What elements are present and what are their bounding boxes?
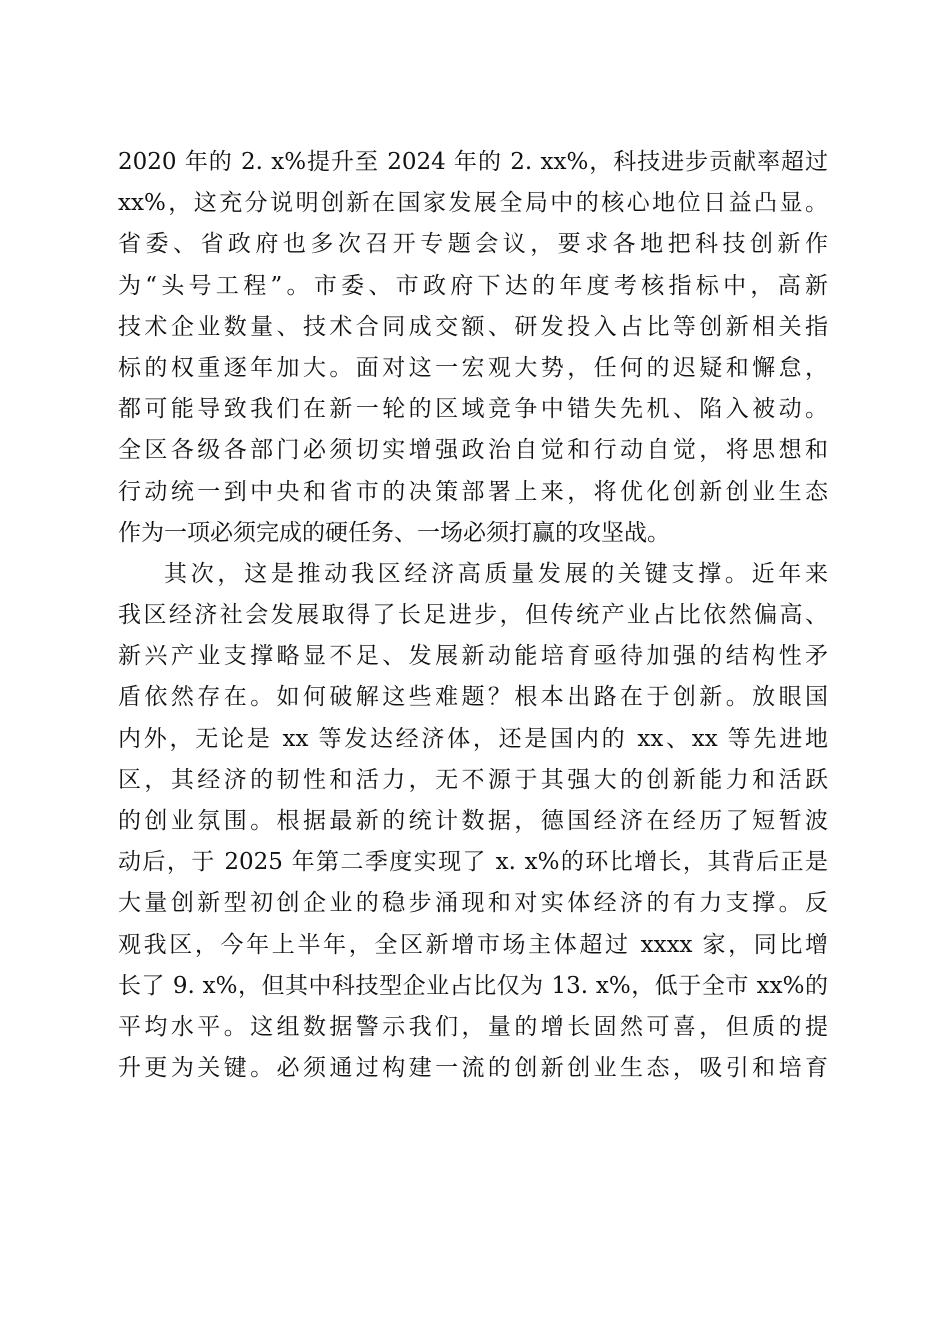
text-line: 省委、省政府也多次召开专题会议，要求各地把科技创新作 bbox=[118, 231, 828, 258]
text-line: 新兴产业支撑略显不足、发展新动能培育亟待加强的结构性矛 bbox=[118, 643, 828, 670]
text-line: 标的权重逐年加大。面对这一宏观大势，任何的迟疑和懈怠， bbox=[118, 354, 828, 381]
text-line: 作为一项必须完成的硬任务、一场必须打赢的攻坚战。 bbox=[118, 519, 670, 546]
text-line: xx%，这充分说明创新在国家发展全局中的核心地位日益凸显。 bbox=[118, 190, 828, 217]
text-line: 长了 9. x%，但其中科技型企业占比仅为 13. x%，低于全市 xx%的 bbox=[118, 972, 828, 999]
text-line: 2020 年的 2. x%提升至 2024 年的 2. xx%，科技进步贡献率超过 bbox=[118, 149, 828, 175]
text-line: 大量创新型初创企业的稳步涌现和对实体经济的有力支撑。反 bbox=[118, 890, 828, 917]
text-line: 升更为关键。必须通过构建一流的创新创业生态，吸引和培育 bbox=[118, 1055, 828, 1082]
text-line: 其次，这是推动我区经济高质量发展的关键支撑。近年来 bbox=[164, 560, 828, 587]
text-line: 我区经济社会发展取得了长足进步，但传统产业占比依然偏高、 bbox=[118, 602, 828, 629]
text-line: 盾依然存在。如何破解这些难题？根本出路在于创新。放眼国 bbox=[118, 684, 828, 711]
text-line: 内外，无论是 xx 等发达经济体，还是国内的 xx、xx 等先进地 bbox=[118, 725, 828, 752]
text-line: 行动统一到中央和省市的决策部署上来，将优化创新创业生态 bbox=[118, 478, 828, 505]
text-line: 的创业氛围。根据最新的统计数据，德国经济在经历了短暂波 bbox=[118, 808, 828, 834]
text-line: 动后，于 2025 年第二季度实现了 x. x%的环比增长，其背后正是 bbox=[118, 849, 828, 876]
text-line: 区，其经济的韧性和活力，无不源于其强大的创新能力和活跃 bbox=[118, 766, 828, 793]
paragraph-2 bbox=[118, 554, 828, 1089]
text-line: 技术企业数量、技术合同成交额、研发投入占比等创新相关指 bbox=[118, 313, 828, 340]
paragraph-1 bbox=[118, 142, 828, 554]
text-line: 观我区，今年上半年，全区新增市场主体超过 xxxx 家，同比增 bbox=[118, 931, 828, 958]
document-body bbox=[118, 142, 828, 1089]
text-line: 全区各级各部门必须切实增强政治自觉和行动自觉，将思想和 bbox=[118, 437, 828, 464]
text-line: 平均水平。这组数据警示我们，量的增长固然可喜，但质的提 bbox=[118, 1013, 828, 1040]
text-line: 都可能导致我们在新一轮的区域竞争中错失先机、陷入被动。 bbox=[118, 396, 828, 423]
text-line: 为“头号工程”。市委、市政府下达的年度考核指标中，高新 bbox=[118, 272, 828, 299]
